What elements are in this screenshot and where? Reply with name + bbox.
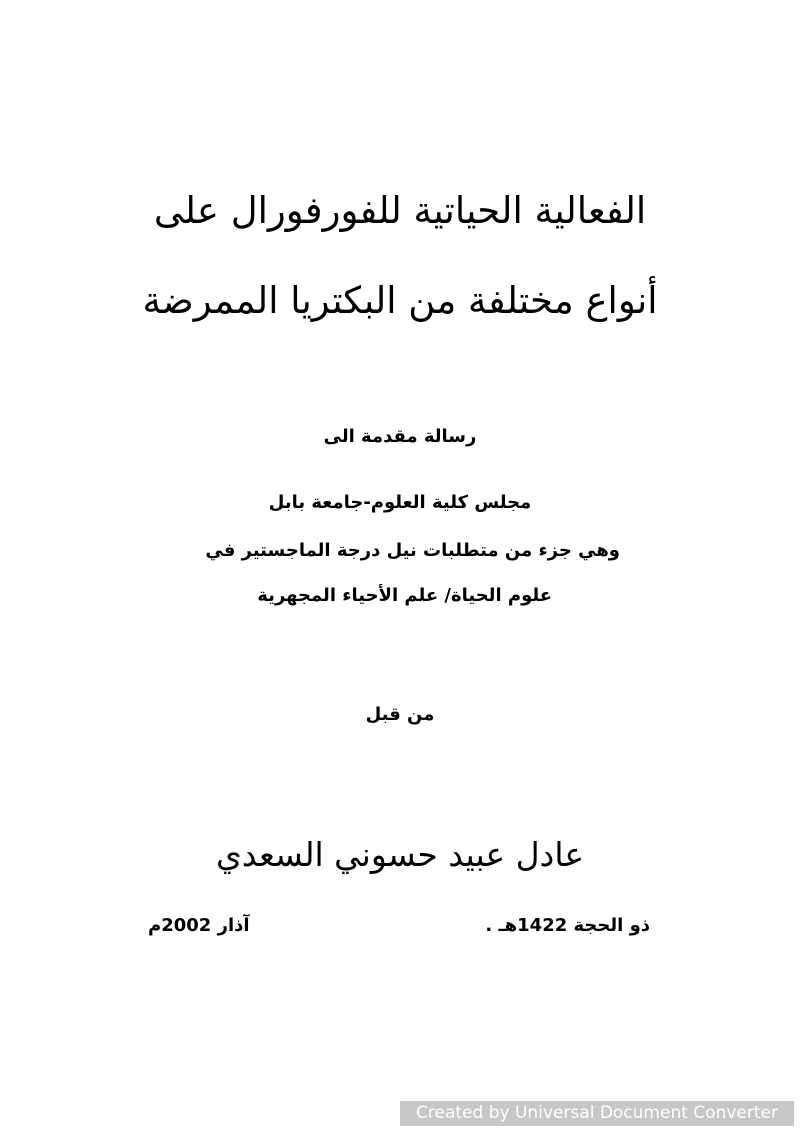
thesis-title-line-1: الفعالية الحياتية للفورفورال على (153, 189, 647, 232)
council-text: مجلس كلية العلوم-جامعة بابل (268, 492, 532, 513)
by-label: من قبل (365, 704, 435, 725)
degree-requirement-line-2: علوم الحياة/ علم الأحياء المجهرية (257, 585, 552, 606)
hijri-date: ذو الحجة 1422هـ . (485, 915, 650, 936)
submitted-to-text: رسالة مقدمة الى (323, 426, 477, 447)
thesis-title-line-2: أنواع مختلفة من البكتريا الممرضة (142, 279, 658, 322)
degree-requirement-line-1: وهي جزء من متطلبات نيل درجة الماجستير في (205, 540, 620, 561)
converter-watermark: Created by Universal Document Converter (400, 1101, 794, 1126)
gregorian-date: آذار 2002م (148, 915, 250, 936)
author-name: عادل عبيد حسوني السعدي (215, 835, 585, 874)
